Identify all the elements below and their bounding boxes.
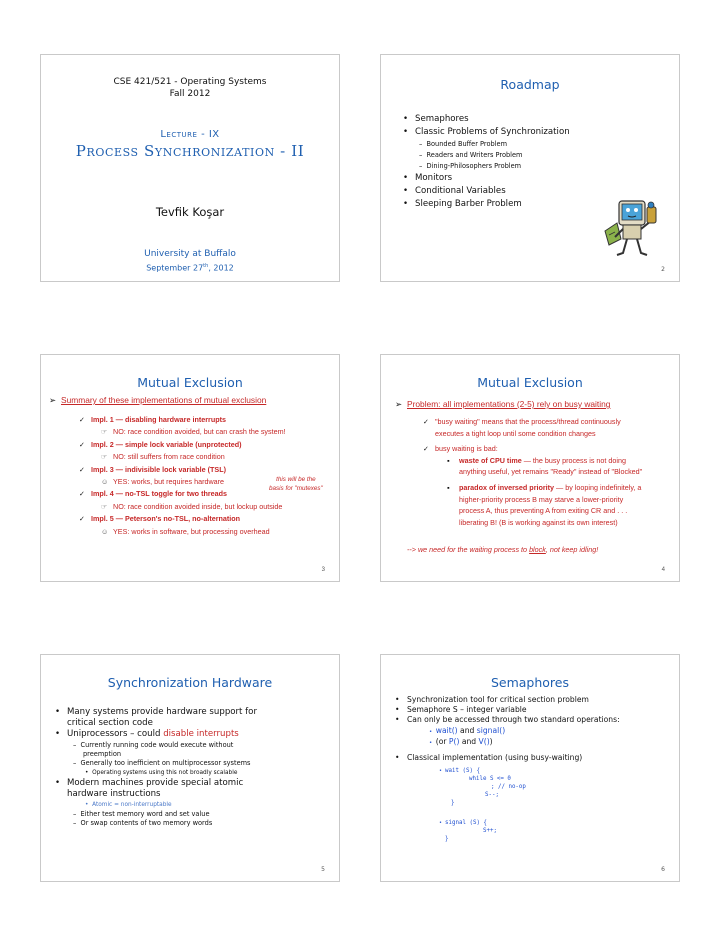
sub-item: – Readers and Writers Problem xyxy=(419,151,523,159)
list-item: • Conditional Variables xyxy=(403,186,506,196)
course-title: CSE 421/521 - Operating Systems xyxy=(113,77,267,87)
sub-item: – Currently running code would execute without xyxy=(73,740,234,749)
sub-item: • wait() and signal() xyxy=(429,725,506,735)
page-number: 6 xyxy=(661,866,665,873)
lecture-topic: Process Synchronization - II xyxy=(75,142,305,160)
list-item: • Can only be accessed through two standard operations: xyxy=(395,715,620,725)
summary-heading: ➢ Summary of these implementations of mutual exclusion xyxy=(49,395,267,405)
list-item: ☞ NO: still suffers from race condition xyxy=(101,452,225,462)
slide-6 xyxy=(380,654,680,882)
sub-item: ▪ paradox of inversed priority — by looping indefinitely, a xyxy=(447,482,642,492)
list-item: • Many systems provide hardware support for xyxy=(55,707,257,717)
mutex-aside: this will be the basis for "mutexes" xyxy=(269,476,323,492)
code-line: • signal (S) { xyxy=(439,820,487,826)
sub-item-cont: anything useful, yet remains "Ready" instead of "Blocked" xyxy=(459,467,643,477)
list-item: • Sleeping Barber Problem xyxy=(403,199,522,209)
list-item: ☞ NO: race condition avoided inside, but lockup outside xyxy=(101,501,283,511)
slide-title: Mutual Exclusion xyxy=(137,375,243,390)
code-line: ; // no-op xyxy=(491,784,526,790)
problem-heading: ➢ Problem: all implementations (2-5) rely on busy waiting xyxy=(395,399,611,409)
lecture-number: Lecture - IX xyxy=(160,129,220,140)
list-item: ✓ Impl. 5 — Peterson's no-TSL, no-alternation xyxy=(79,514,241,524)
list-item: ☺ YES: works, but requires hardware xyxy=(101,477,225,487)
author: Tevfik Koşar xyxy=(155,205,225,219)
sub-sub-item: • Operating systems using this not broadly scalable xyxy=(85,769,238,776)
list-item: • Semaphore S – integer variable xyxy=(395,705,527,715)
wait-code xyxy=(439,767,526,807)
sub-item: – Bounded Buffer Problem xyxy=(419,140,508,148)
page-number: 3 xyxy=(321,567,325,573)
hardware-list xyxy=(55,707,337,829)
list-item: • Modern machines provide special atomic xyxy=(55,778,244,789)
list-item-cont: critical section code xyxy=(67,718,153,729)
list-item: • Classical implementation (using busy-waiting) xyxy=(395,753,583,763)
sub-item: – Dining-Philosophers Problem xyxy=(419,162,522,170)
semaphore-list xyxy=(395,695,677,763)
list-item: • Classic Problems of Synchronization xyxy=(403,127,570,137)
sub-item-cont: preemption xyxy=(83,750,122,759)
list-item: ✓ "busy waiting" means that the process/thread continuously xyxy=(423,417,621,426)
code-line: } xyxy=(451,800,455,806)
list-item: ✓ Impl. 3 — indivisible lock variable (TSL) xyxy=(79,464,227,474)
sub-item: ▪ waste of CPU time — the busy process is not doing xyxy=(447,455,626,465)
sub-list xyxy=(55,801,337,829)
slide-title: Synchronization Hardware xyxy=(107,675,273,690)
university: University at Buffalo xyxy=(144,249,236,259)
code-line: S--; xyxy=(485,792,499,798)
sub-item: – Either test memory word and set value xyxy=(73,810,210,819)
page-number: 4 xyxy=(661,567,665,573)
slide-4 xyxy=(380,354,680,582)
computer-character-clipart xyxy=(599,193,665,259)
sub-item-cont: liberating B! (B is working against its own interest) xyxy=(459,517,618,527)
page-number: 5 xyxy=(321,866,325,873)
sub-item-cont: higher-priority process B may starve a lower-priority xyxy=(459,494,624,504)
sub-item-cont: process A, thus preventing A from exiting CR and . . . xyxy=(459,506,628,516)
list-item: ☞ NO: race condition avoided, but can crash the system! xyxy=(101,427,286,437)
list-item: ✓ Impl. 4 — no-TSL toggle for two threads xyxy=(79,489,228,499)
roadmap-list xyxy=(403,113,570,211)
sub-item: – Generally too inefficient on multiprocessor systems xyxy=(73,759,251,768)
sub-item: – Or swap contents of two memory words xyxy=(73,819,213,828)
list-item: ✓ busy waiting is bad: xyxy=(423,444,498,454)
list-item: • Monitors xyxy=(403,173,453,183)
code-line: S++; xyxy=(483,828,497,834)
lecture-date: September 27th, 2012 xyxy=(146,263,234,273)
code-line: • wait (S) { xyxy=(439,768,480,774)
list-item: • Uniprocessors – could disable interrupts xyxy=(55,729,239,740)
list-item: ✓ Impl. 2 — simple lock variable (unprotected) xyxy=(79,439,242,449)
slide-3 xyxy=(40,354,340,582)
sub-list xyxy=(55,741,337,779)
list-item: ✓ Impl. 1 — disabling hardware interrupts xyxy=(79,415,226,424)
list-item: ☺ YES: works in software, but processing overhead xyxy=(101,526,270,536)
signal-code xyxy=(439,819,497,843)
slide-title: Semaphores xyxy=(490,675,570,690)
list-item-cont: executes a tight loop until some condition changes xyxy=(435,428,596,438)
page-number: 2 xyxy=(661,266,665,273)
sub-item: • (or P() and V()) xyxy=(429,736,493,746)
busy-wait-list xyxy=(423,416,671,528)
sub-sub-item: • Atomic = non-interruptable xyxy=(85,801,172,808)
block-conclusion: --> we need for the waiting process to block, not keep idling! xyxy=(407,545,599,554)
code-line: while S <= 0 xyxy=(469,776,511,782)
list-item: • Semaphores xyxy=(403,114,469,124)
slide-1 xyxy=(40,54,340,282)
slide-2 xyxy=(380,54,680,282)
slide-5 xyxy=(40,654,340,882)
list-item-cont: hardware instructions xyxy=(67,789,161,800)
list-item: • Synchronization tool for critical section problem xyxy=(395,695,589,704)
slide-title: Mutual Exclusion xyxy=(477,375,583,390)
term: Fall 2012 xyxy=(169,89,211,99)
code-line: } xyxy=(445,836,449,842)
sub-list xyxy=(403,139,570,172)
slide-title: Roadmap xyxy=(500,77,560,92)
